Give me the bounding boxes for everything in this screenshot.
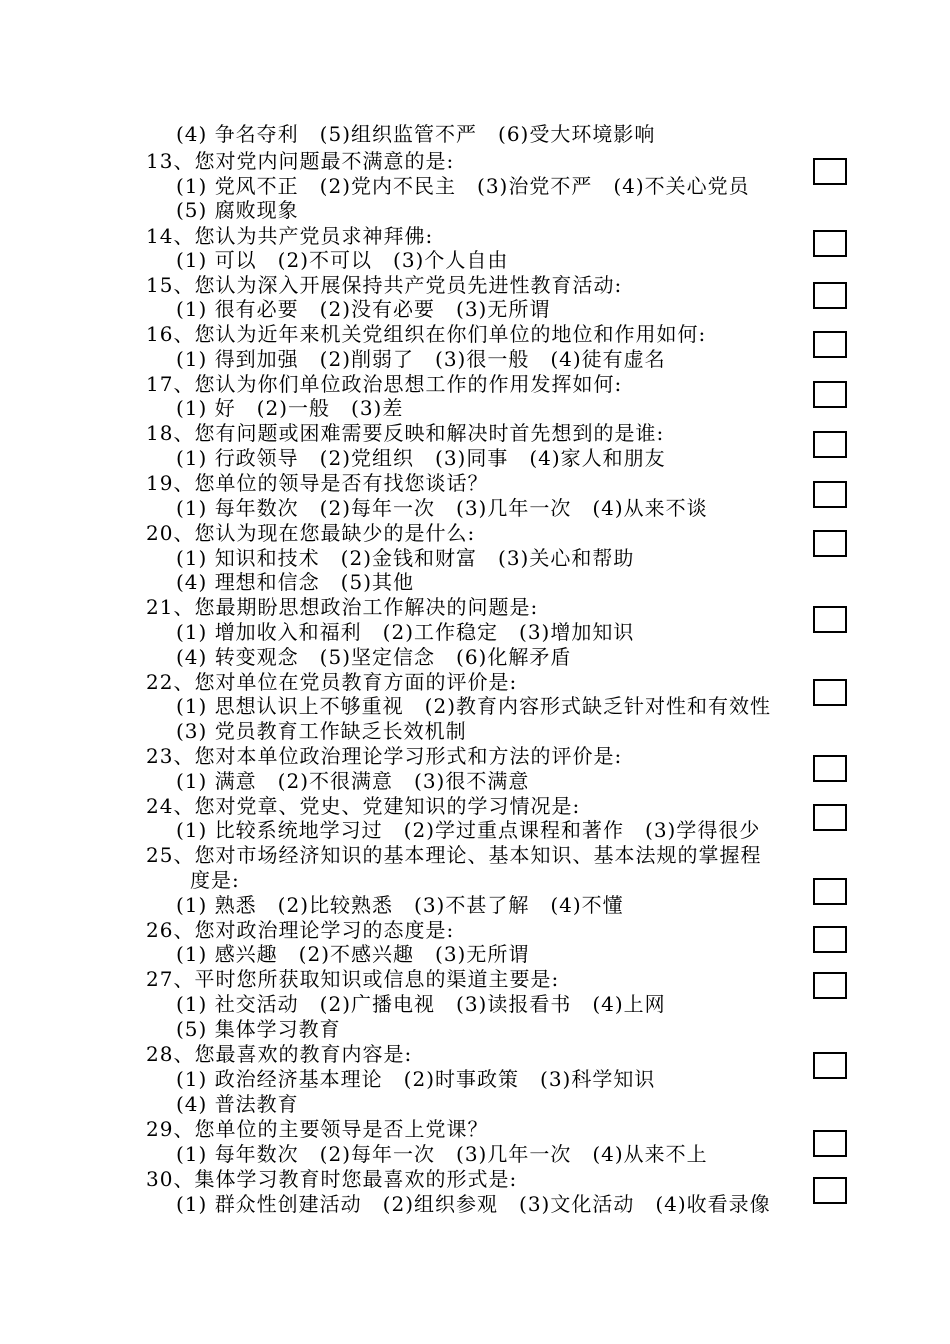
option-line: (4) 争名夺利 (5)组织监管不严 (6)受大环境影响	[176, 122, 656, 146]
question-14: 14、您认为共产党员求神拜佛:	[146, 224, 434, 248]
answer-box-19[interactable]	[813, 481, 847, 508]
question-20: 20、您认为现在您最缺少的是什么:	[146, 521, 476, 545]
question-18: 18、您有问题或困难需要反映和解决时首先想到的是谁:	[146, 421, 665, 445]
option-line: (4) 理想和信念 (5)其他	[176, 570, 415, 594]
option-line: (3) 党员教育工作缺乏长效机制	[176, 719, 467, 743]
option-line: (1) 社交活动 (2)广播电视 (3)读报看书 (4)上网	[176, 992, 666, 1016]
answer-box-28[interactable]	[813, 1052, 847, 1079]
option-line: (1) 思想认识上不够重视 (2)教育内容形式缺乏针对性和有效性	[176, 694, 772, 718]
answer-box-26[interactable]	[813, 926, 847, 953]
question-25-continued: 度是:	[190, 868, 240, 892]
answer-box-15[interactable]	[813, 282, 847, 309]
option-line: (1) 群众性创建活动 (2)组织参观 (3)文化活动 (4)收看录像	[176, 1192, 771, 1216]
option-line: (1) 每年数次 (2)每年一次 (3)几年一次 (4)从来不上	[176, 1142, 708, 1166]
option-line: (1) 满意 (2)不很满意 (3)很不满意	[176, 769, 530, 793]
answer-box-21[interactable]	[813, 606, 847, 633]
answer-box-14[interactable]	[813, 230, 847, 257]
question-27: 27、平时您所获取知识或信息的渠道主要是:	[146, 967, 560, 991]
answer-box-18[interactable]	[813, 431, 847, 458]
answer-box-30[interactable]	[813, 1177, 847, 1204]
question-17: 17、您认为你们单位政治思想工作的作用发挥如何:	[146, 372, 623, 396]
option-line: (1) 感兴趣 (2)不感兴趣 (3)无所谓	[176, 942, 530, 966]
question-13: 13、您对党内问题最不满意的是:	[146, 149, 455, 173]
option-line: (1) 增加收入和福利 (2)工作稳定 (3)增加知识	[176, 620, 635, 644]
question-24: 24、您对党章、党史、党建知识的学习情况是:	[146, 794, 581, 818]
option-line: (4) 普法教育	[176, 1092, 299, 1116]
answer-box-22[interactable]	[813, 679, 847, 706]
answer-box-16[interactable]	[813, 331, 847, 358]
answer-box-29[interactable]	[813, 1130, 847, 1157]
question-15: 15、您认为深入开展保持共产党员先进性教育活动:	[146, 273, 623, 297]
option-line: (1) 行政领导 (2)党组织 (3)同事 (4)家人和朋友	[176, 446, 666, 470]
question-22: 22、您对单位在党员教育方面的评价是:	[146, 670, 518, 694]
option-line: (1) 比较系统地学习过 (2)学过重点课程和著作 (3)学得很少	[176, 818, 761, 842]
question-30: 30、集体学习教育时您最喜欢的形式是:	[146, 1167, 518, 1191]
option-line: (1) 可以 (2)不可以 (3)个人自由	[176, 248, 509, 272]
answer-box-17[interactable]	[813, 381, 847, 408]
question-19: 19、您单位的领导是否有找您谈话？	[146, 471, 489, 495]
answer-box-24[interactable]	[813, 804, 847, 831]
answer-box-23[interactable]	[813, 755, 847, 782]
question-28: 28、您最喜欢的教育内容是:	[146, 1042, 413, 1066]
question-29: 29、您单位的主要领导是否上党课？	[146, 1117, 489, 1141]
question-16: 16、您认为近年来机关党组织在你们单位的地位和作用如何:	[146, 322, 707, 346]
answer-box-20[interactable]	[813, 530, 847, 557]
option-line: (1) 好 (2)一般 (3)差	[176, 396, 404, 420]
question-25: 25、您对市场经济知识的基本理论、基本知识、基本法规的掌握程	[146, 843, 762, 867]
option-line: (5) 集体学习教育	[176, 1017, 341, 1041]
option-line: (1) 每年数次 (2)每年一次 (3)几年一次 (4)从来不谈	[176, 496, 708, 520]
question-23: 23、您对本单位政治理论学习形式和方法的评价是:	[146, 744, 623, 768]
answer-box-25[interactable]	[813, 878, 847, 905]
option-line: (1) 熟悉 (2)比较熟悉 (3)不甚了解 (4)不懂	[176, 893, 624, 917]
question-26: 26、您对政治理论学习的态度是:	[146, 918, 455, 942]
option-line: (1) 知识和技术 (2)金钱和财富 (3)关心和帮助	[176, 546, 635, 570]
answer-box-13[interactable]	[813, 158, 847, 185]
option-line: (1) 很有必要 (2)没有必要 (3)无所谓	[176, 297, 551, 321]
option-line: (1) 党风不正 (2)党内不民主 (3)治党不严 (4)不关心党员	[176, 174, 750, 198]
option-line: (5) 腐败现象	[176, 198, 299, 222]
option-line: (1) 政治经济基本理论 (2)时事政策 (3)科学知识	[176, 1067, 656, 1091]
answer-box-27[interactable]	[813, 972, 847, 999]
option-line: (4) 转变观念 (5)坚定信念 (6)化解矛盾	[176, 645, 572, 669]
question-21: 21、您最期盼思想政治工作解决的问题是:	[146, 595, 539, 619]
option-line: (1) 得到加强 (2)削弱了 (3)很一般 (4)徒有虚名	[176, 347, 666, 371]
